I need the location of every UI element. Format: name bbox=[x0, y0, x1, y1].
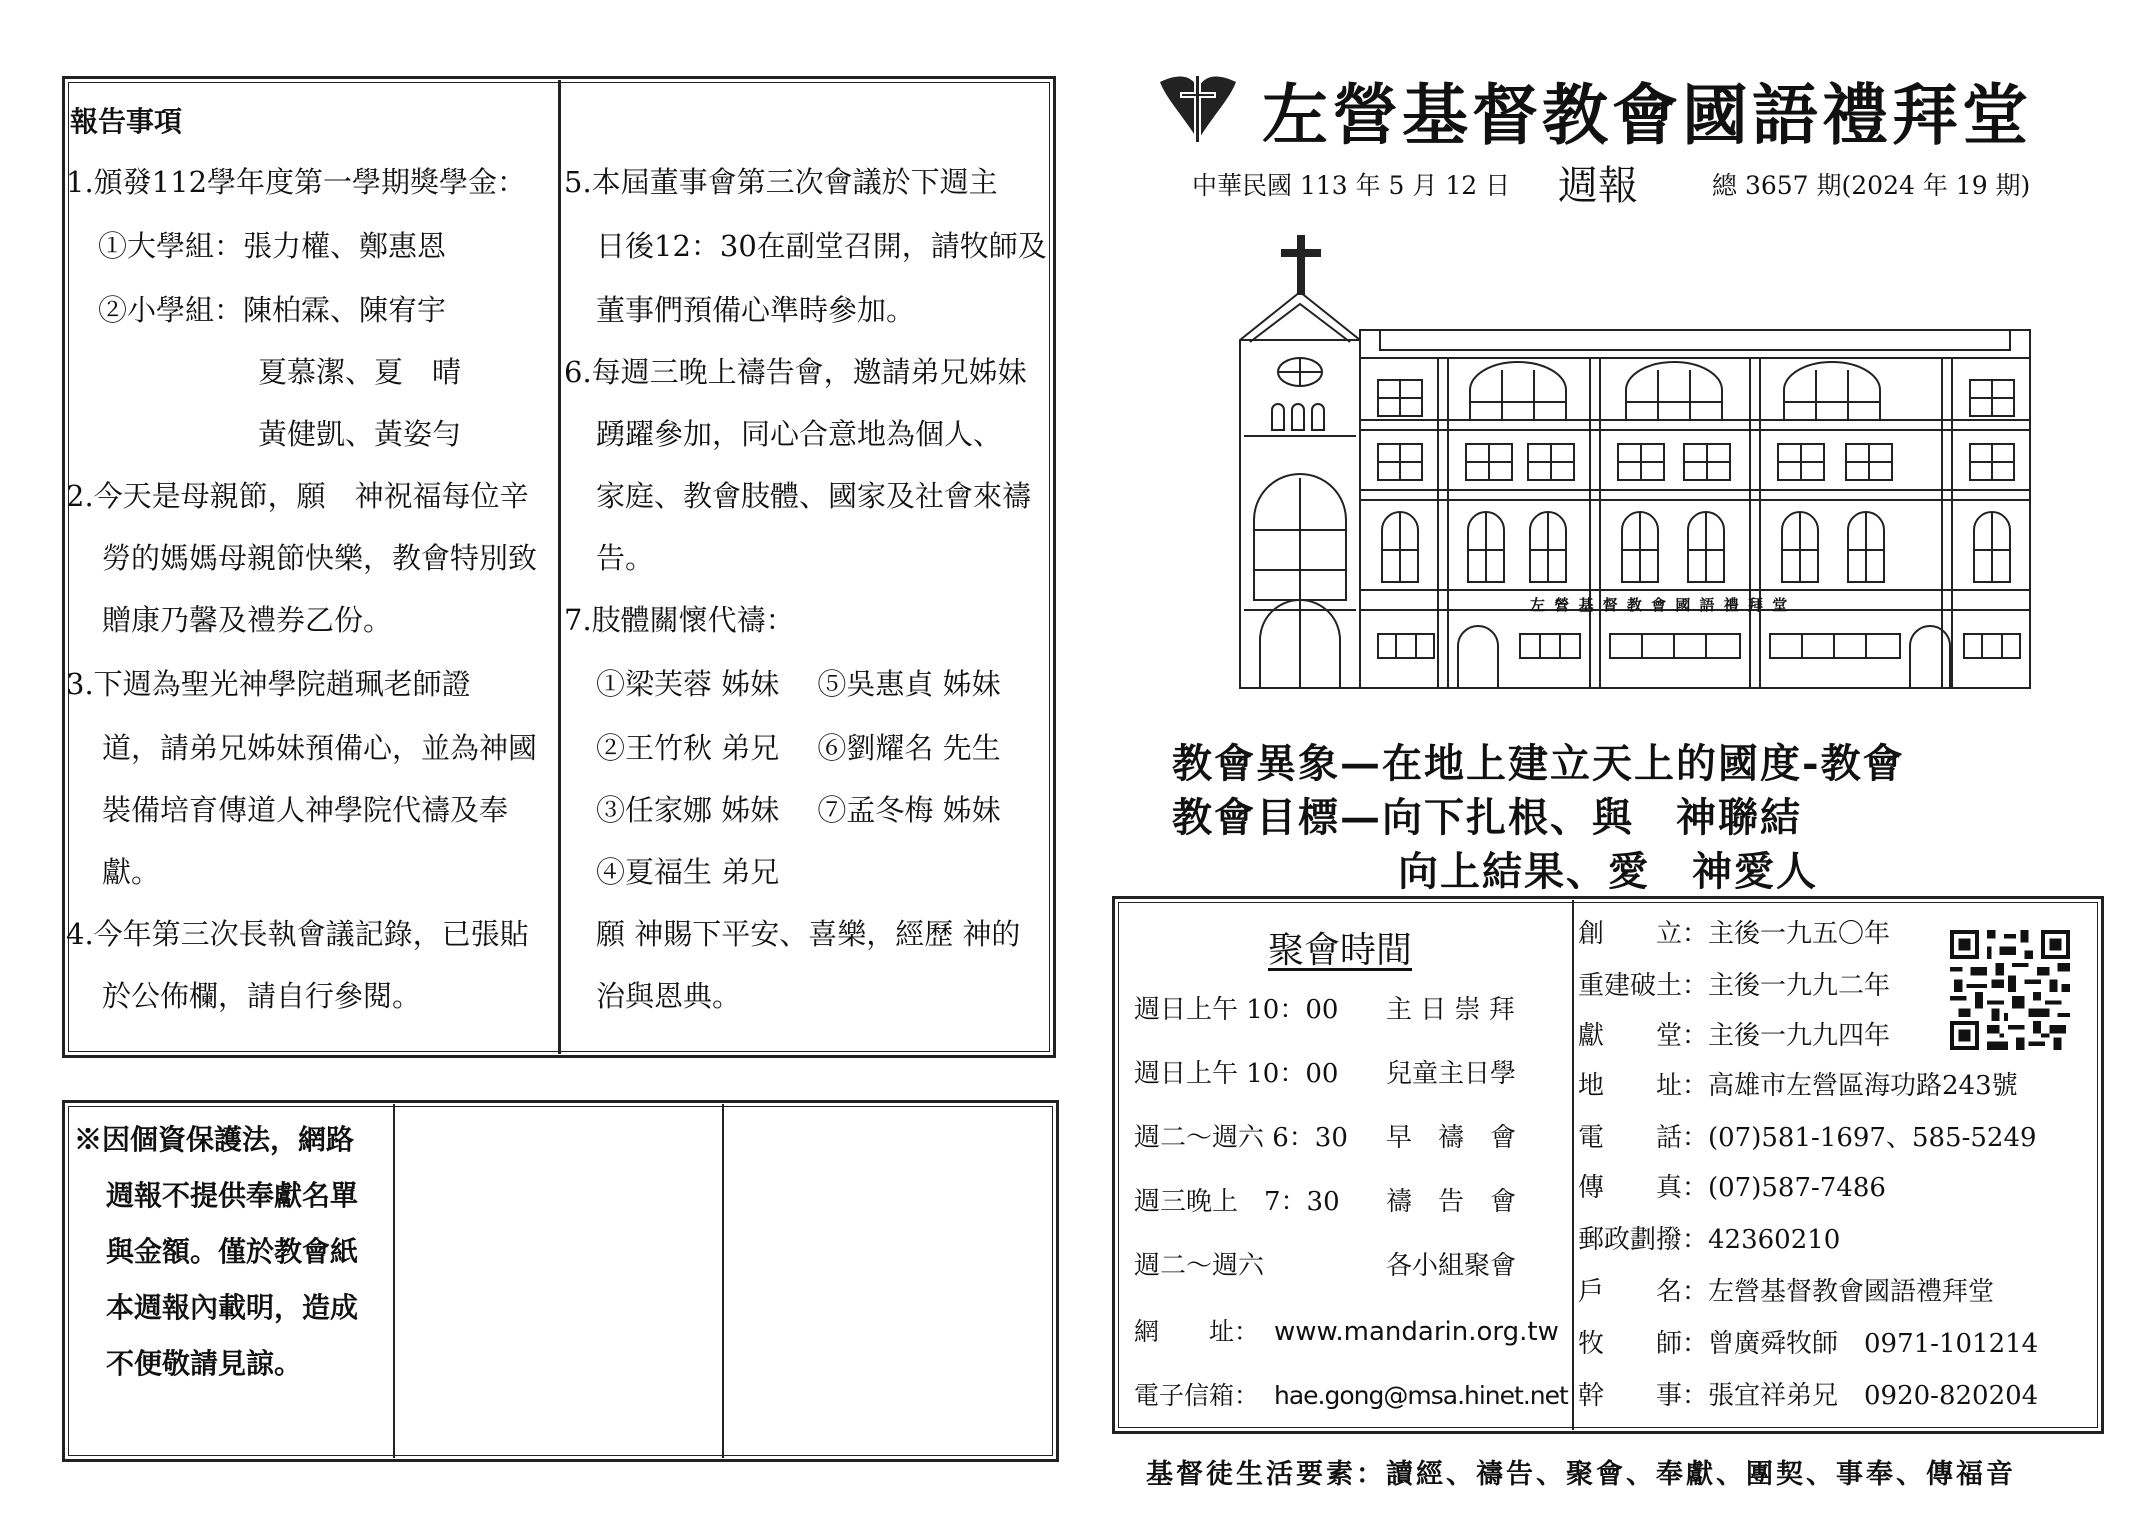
meeting-time: 週日上午 10：00 bbox=[1134, 995, 1339, 1025]
offering-divider-1 bbox=[393, 1104, 395, 1458]
info-row: 傳 真：(07)587-7486 bbox=[1578, 1173, 1886, 1203]
announcement-line: 6.每週三晚上禱告會，邀請弟兄姊妹 bbox=[564, 355, 1027, 389]
meeting-name: 兒童主日學 bbox=[1386, 1059, 1517, 1089]
meeting-name: 早 禱 會 bbox=[1386, 1123, 1517, 1153]
building-sign: 左 營 基 督 教 會 國 語 禮 拜 堂 bbox=[1530, 596, 1790, 614]
meeting-time: 週二～週六 6：30 bbox=[1134, 1123, 1348, 1153]
bulletin-date: 中華民國 113 年 5 月 12 日 bbox=[1192, 171, 1511, 200]
privacy-notice-line: ※因個資保護法，網路 bbox=[74, 1123, 355, 1156]
info-row: 獻 堂：主後一九九四年 bbox=[1578, 1021, 1891, 1051]
meeting-name: 各小組聚會 bbox=[1386, 1251, 1517, 1281]
info-row: 重建破土：主後一九九二年 bbox=[1578, 971, 1891, 1001]
church-title: 左營基督教會國語禮拜堂 bbox=[1262, 76, 2032, 154]
footer-text: 基督徒生活要素：讀經、禱告、聚會、奉獻、團契、事奉、傳福音 bbox=[1146, 1459, 2016, 1490]
announcement-line: 道，請弟兄姊妹預備心，並為神國 bbox=[102, 731, 538, 765]
meeting-time: 週二～週六 bbox=[1134, 1251, 1265, 1281]
website-label: 網 址： bbox=[1134, 1317, 1260, 1346]
announcement-line: 5.本屆董事會第三次會議於下週主 bbox=[564, 165, 998, 199]
privacy-notice-line: 不便敬請見諒。 bbox=[106, 1347, 303, 1380]
announcement-line: 4.今年第三次長執會議記錄，已張貼 bbox=[66, 917, 529, 951]
privacy-notice-line: 本週報內載明，造成 bbox=[106, 1291, 359, 1324]
announcement-line: 黃健凱、黃姿勻 bbox=[258, 417, 462, 451]
bulletin-issue: 總 3657 期(2024 年 19 期) bbox=[1712, 171, 2031, 200]
announcement-line: 2.今天是母親節，願 神祝福每位辛 bbox=[66, 479, 529, 513]
meeting-time: 週日上午 10：00 bbox=[1134, 1059, 1339, 1089]
announcement-line: 家庭、教會肢體、國家及社會來禱 bbox=[596, 479, 1032, 513]
announcement-line: 7.肢體關懷代禱： bbox=[564, 603, 795, 637]
announcement-line: 1.頒發112學年度第一學期獎學金： bbox=[66, 165, 527, 199]
website-link[interactable]: www.mandarin.org.tw bbox=[1274, 1317, 1559, 1347]
qr-code-icon[interactable] bbox=[1950, 930, 2070, 1050]
announcement-line: 夏慕潔、夏 晴 bbox=[258, 355, 462, 389]
announcement-line: 踴躍參加，同心合意地為個人、 bbox=[596, 417, 1003, 451]
announcement-line: 董事們預備心準時參加。 bbox=[596, 293, 916, 327]
announcement-line: 裝備培育傳道人神學院代禱及奉 bbox=[102, 793, 509, 827]
info-divider bbox=[1572, 900, 1574, 1430]
email-label: 電子信箱： bbox=[1134, 1381, 1260, 1410]
offering-divider-2 bbox=[722, 1104, 724, 1458]
meeting-time: 週三晚上 7：30 bbox=[1134, 1187, 1340, 1217]
announcement-line: 3.下週為聖光神學院趙珮老師證 bbox=[66, 667, 471, 701]
announcements-divider bbox=[558, 80, 561, 1054]
announcement-line: ②王竹秋 弟兄 ⑥劉耀名 先生 bbox=[596, 731, 1001, 765]
info-row: 戶 名：左營基督教會國語禮拜堂 bbox=[1578, 1277, 1995, 1307]
church-building-illustration bbox=[1230, 230, 2040, 690]
announcement-line: 勞的媽媽母親節快樂，教會特別致 bbox=[102, 541, 538, 575]
goal-line: 向上結果、愛 神愛人 bbox=[1398, 848, 1818, 895]
announcement-line: 於公佈欄，請自行參閱。 bbox=[102, 979, 422, 1013]
goal-line: 教會目標—向下扎根、與 神聯結 bbox=[1172, 794, 1802, 841]
announcement-line: 告。 bbox=[596, 541, 655, 575]
announcement-line: ②小學組：陳柏霖、陳宥宇 bbox=[98, 293, 447, 327]
announcement-line: ④夏福生 弟兄 bbox=[596, 855, 780, 889]
info-row: 郵政劃撥：42360210 bbox=[1578, 1225, 1841, 1255]
announcement-line: 治與恩典。 bbox=[596, 979, 742, 1013]
announcement-line: ③任家娜 姊妹 ⑦孟冬梅 姊妹 bbox=[596, 793, 1001, 827]
announcement-line: ①梁芙蓉 姊妹 ⑤吳惠貞 姊妹 bbox=[596, 667, 1001, 701]
meeting-heading: 聚會時間 bbox=[1268, 930, 1413, 971]
info-row: 牧 師：曾廣舜牧師 0971-101214 bbox=[1578, 1329, 2039, 1359]
vision-line: 教會異象—在地上建立天上的國度-教會 bbox=[1172, 740, 1905, 787]
meeting-name: 禱 告 會 bbox=[1386, 1187, 1517, 1217]
privacy-notice-line: 與金額。僅於教會紙 bbox=[106, 1235, 359, 1268]
privacy-notice-line: 週報不提供奉獻名單 bbox=[106, 1179, 359, 1212]
announcement-line: 願 神賜下平安、喜樂，經歷 神的 bbox=[596, 917, 1021, 951]
meeting-name: 主 日 崇 拜 bbox=[1386, 995, 1515, 1025]
info-row: 幹 事：張宜祥弟兄 0920-820204 bbox=[1578, 1381, 2039, 1411]
info-row: 地 址：高雄市左營區海功路243號 bbox=[1578, 1071, 2018, 1101]
church-logo-icon bbox=[1150, 68, 1246, 148]
announcements-heading: 報告事項 bbox=[70, 105, 183, 138]
bulletin-label: 週報 bbox=[1558, 163, 1638, 209]
email-link[interactable]: hae.gong@msa.hinet.net bbox=[1274, 1381, 1568, 1410]
info-row: 創 立：主後一九五〇年 bbox=[1578, 919, 1891, 949]
announcement-line: ①大學組：張力權、鄭惠恩 bbox=[98, 229, 447, 263]
announcement-line: 獻。 bbox=[102, 855, 161, 889]
announcement-line: 日後12：30在副堂召開，請牧師及 bbox=[596, 229, 1047, 263]
announcement-line: 贈康乃馨及禮券乙份。 bbox=[102, 603, 393, 637]
info-row: 電 話：(07)581-1697、585-5249 bbox=[1578, 1123, 2037, 1153]
